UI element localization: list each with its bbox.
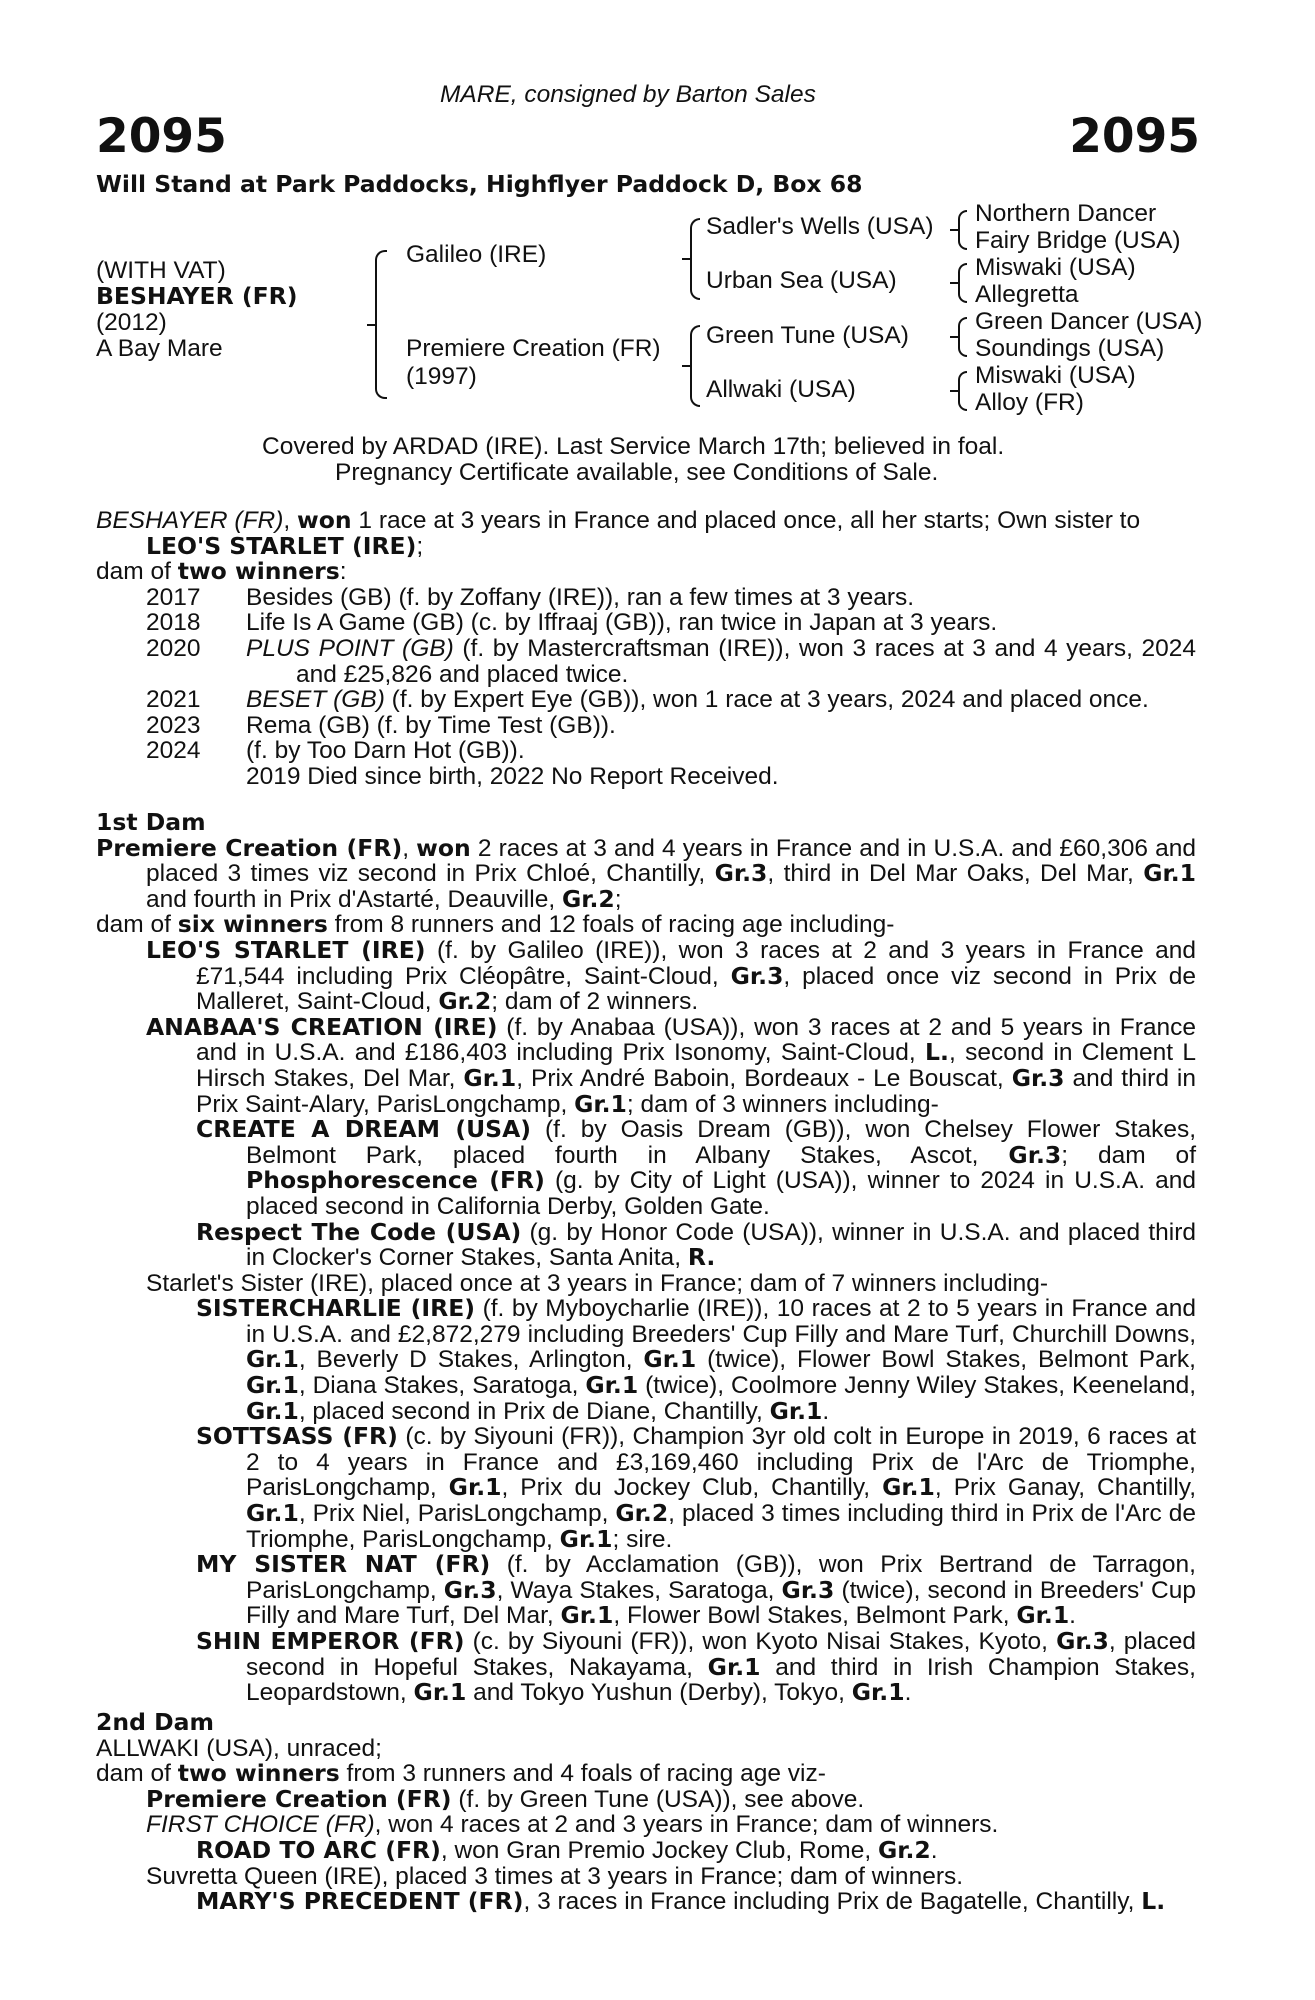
entry-text: and Tokyo Yushun (Derby), Tokyo, (466, 1679, 852, 1707)
produce-note: 2019 Died since birth, 2022 No Report Received. (246, 762, 779, 790)
dam-of-label: dam of (96, 911, 178, 939)
horse-name: FIRST CHOICE (FR) (146, 1811, 375, 1839)
sire-sire: Sadler's Wells (USA) (706, 213, 934, 240)
horse-name: Premiere Creation (FR) (146, 1784, 452, 1813)
my-sister-nat-entry (96, 1552, 1196, 1629)
entry-text: , Flower Bowl Stakes, Belmont Park, (613, 1602, 1017, 1630)
grade: Gr.1 (643, 1345, 697, 1374)
entry-text: (c. by Siyouni (FR)), won Kyoto Nisai Stakes, Kyoto, (464, 1628, 1057, 1655)
premiere-creation-ref (146, 1784, 1196, 1813)
produce-text (246, 687, 1196, 713)
ped-sdd: Allegretta (975, 281, 1079, 308)
entry-text: , Diana Stakes, Saratoga, (298, 1372, 586, 1400)
entry-text: ; dam of (1061, 1141, 1196, 1169)
entry-text: , placed second in Hopeful Stakes, Nakayama, (246, 1628, 1196, 1681)
produce-name: BESET (GB) (246, 686, 385, 714)
entry-text: (c. by Siyouni (FR)), Champion 3yr old colt in Europe in 2019, 6 races at 2 to 4 years in France and £3,169,460 including Prix de l'Arc de Triomphe, ParisLongchamp, (246, 1423, 1196, 1502)
horse-name: ANABAA'S CREATION (IRE) (146, 1012, 498, 1041)
grade: Gr.2 (438, 987, 492, 1016)
suvretta-queen-entry: Suvretta Queen (IRE), placed 3 times at 3 years in France; dam of winners. (146, 1862, 964, 1890)
grade: Gr.3 (730, 961, 784, 990)
intro-semi: ; (416, 532, 424, 560)
intro-winners: two winners (177, 557, 340, 586)
grade: Gr.1 (1016, 1601, 1070, 1630)
first-dam-section (96, 810, 1196, 1706)
grade: Gr.1 (463, 1063, 517, 1092)
grade: Gr.1 (413, 1678, 467, 1707)
intro-won: won (297, 506, 352, 534)
road-to-arc-entry (196, 1835, 1196, 1864)
produce-text: Rema (GB) (f. by Time Test (GB)). (246, 711, 616, 739)
produce-text: Besides (GB) (f. by Zoffany (IRE)), ran a few times at 3 years. (246, 583, 915, 611)
entry-text: ; dam of 3 winners including- (626, 1090, 939, 1118)
entry-text: . (822, 1397, 830, 1425)
produce-row (96, 738, 1196, 764)
leos-starlet-entry (96, 935, 1196, 1016)
produce-detail: (f. by Mastercraftsman (IRE)), won 3 races at 3 and 4 years, 2024 and £25,826 and placed twice. (296, 634, 1196, 688)
covering-line-1: Covered by ARDAD (IRE). Last Service March 17th; believed in foal. (262, 433, 1005, 460)
horse-name: Respect The Code (USA) (196, 1217, 522, 1246)
second-dam-line: ALLWAKI (USA), unraced; (96, 1734, 382, 1762)
intro-horse-name: BESHAYER (FR) (96, 507, 284, 534)
first-dam-name: Premiere Creation (FR) (96, 833, 403, 862)
horse-name: CREATE A DREAM (USA) (196, 1115, 532, 1144)
grade: Gr.1 (707, 1652, 761, 1681)
entry-text: (twice), Coolmore Jenny Wiley Stakes, Keeneland, (638, 1372, 1196, 1400)
produce-year: 2021 (146, 686, 201, 714)
second-dam-summary (96, 1761, 1196, 1787)
produce-row (96, 636, 1196, 687)
dam-name: Premiere Creation (FR) (406, 335, 661, 362)
shin-emperor-entry (96, 1629, 1196, 1706)
grade: Gr.1 (559, 1524, 613, 1553)
first-dam-record: Premiere Creation (FR), won 2 races at 3 and 4 years in France and in U.S.A. and £60,306 and placed 3 times viz second in Prix Chloé, Chantilly, Gr.3, third in Del Mar Oaks, Del Mar, Gr.1 and fourth in Prix d'Astarté, Deauville, Gr.2; (96, 833, 1196, 913)
grade: L. (925, 1038, 949, 1067)
respect-the-code-entry (96, 1217, 1196, 1272)
grade: Gr.1 (882, 1473, 935, 1502)
grade: Gr.1 (246, 1396, 299, 1425)
covering-line-2: Pregnancy Certificate available, see Conditions of Sale. (335, 459, 939, 486)
anabaas-creation-entry (96, 1012, 1197, 1118)
grade: Gr.1 (1143, 859, 1196, 888)
horse-year: (2012) (96, 309, 167, 336)
sire-name: Galileo (IRE) (406, 241, 547, 268)
dam-of-label: dam of (96, 1760, 178, 1788)
horse-name: Phosphorescence (FR) (246, 1166, 545, 1195)
lot-number-left: 2095 (96, 109, 227, 164)
ped-dds: Miswaki (USA) (975, 362, 1136, 389)
pedigree-brace-3b (958, 263, 967, 303)
grade: Gr.1 (246, 1345, 299, 1374)
first-dam-t1: 2 races at 3 and 4 years in France and in U.S.A. and £60,306 and placed 3 times viz second in Prix Chloé, Chantilly, (146, 834, 1196, 888)
grade: Gr.1 (448, 1473, 502, 1502)
intro-text: 1 race at 3 years in France and placed once, all her starts; Own sister to (351, 507, 1141, 534)
grade: Gr.2 (615, 1499, 669, 1528)
grade: Gr.1 (574, 1089, 627, 1118)
entry-text: , Waya Stakes, Saratoga, (496, 1576, 782, 1604)
lot-number-right: 2095 (1069, 109, 1200, 164)
grade: Gr.1 (769, 1396, 823, 1425)
produce-year: 2018 (146, 609, 201, 637)
produce-row (96, 713, 1196, 739)
produce-year: 2023 (146, 711, 201, 739)
entry-text: ; dam of 2 winners. (491, 988, 699, 1016)
produce-year: 2017 (146, 583, 201, 611)
horse-name: MY SISTER NAT (FR) (196, 1550, 491, 1579)
grade: Gr.1 (246, 1499, 299, 1528)
horse-name: SOTTSASS (FR) (196, 1422, 398, 1451)
second-dam-section (96, 1710, 1196, 1915)
vat-label: (WITH VAT) (96, 257, 226, 284)
grade: Gr.2 (561, 884, 615, 913)
horse-name: LEO'S STARLET (IRE) (146, 935, 426, 964)
grade: L. (1141, 1887, 1166, 1916)
sire-dam: Urban Sea (USA) (706, 267, 897, 294)
produce-row (96, 610, 1196, 636)
ped-sss: Northern Dancer (975, 200, 1157, 227)
produce-text: Life Is A Game (GB) (c. by Iffraaj (GB)), ran twice in Japan at 3 years. (246, 609, 998, 637)
entry-text: ; sire. (612, 1525, 673, 1553)
entry-text: (twice), second in Breeders' Cup Filly and Mare Turf, Del Mar, (246, 1576, 1196, 1630)
produce-year: 2020 (146, 634, 201, 662)
produce-name: PLUS POINT (GB) (246, 634, 454, 662)
produce-year: 2024 (146, 737, 201, 765)
horse-name: BESHAYER (FR) (96, 282, 298, 310)
entry-text: , placed second in Prix de Diane, Chantilly, (298, 1397, 770, 1425)
dam-of-tail: from 8 runners and 12 foals of racing age including- (327, 911, 895, 939)
entry-text: , placed 3 times including third in Prix de l'Arc de Triomphe, ParisLongchamp, (246, 1500, 1196, 1553)
second-dam-heading: 2nd Dam (96, 1708, 214, 1736)
entry-text: , won 4 races at 2 and 3 years in France; dam of winners. (374, 1811, 999, 1839)
ped-sds: Miswaki (USA) (975, 254, 1136, 281)
pedigree-brace-3c (958, 317, 967, 357)
grade: Gr.1 (851, 1678, 905, 1707)
grade: Gr.3 (1056, 1627, 1109, 1655)
entry-text: (f. by Myboycharlie (IRE)), 10 races at 2 to 5 years in France and in U.S.A. and £2,872,279 including Breeders' Cup Filly and Mare Turf, Churchill Downs, (246, 1295, 1196, 1348)
horse-name: ROAD TO ARC (FR) (196, 1835, 441, 1864)
first-dam-won: won (416, 833, 471, 862)
entry-text: , second in Clement L Hirsch Stakes, Del Mar, (196, 1039, 1196, 1092)
grade: Gr.3 (1011, 1063, 1065, 1092)
horse-name: MARY'S PRECEDENT (FR) (196, 1887, 524, 1916)
marys-precedent-entry (196, 1889, 1196, 1915)
entry-text: . (930, 1836, 938, 1864)
first-choice-entry (146, 1812, 1196, 1838)
create-a-dream-entry (96, 1117, 1196, 1219)
intro-dam-of: dam of (96, 558, 178, 586)
dam-of-tail: from 3 runners and 4 foals of racing age viz- (339, 1760, 826, 1788)
entry-text: , Prix Niel, ParisLongchamp, (298, 1500, 616, 1528)
first-dam-heading: 1st Dam (96, 808, 206, 836)
intro-colon: : (339, 558, 347, 586)
first-dam-t3: and fourth in Prix d'Astarté, Deauville, (146, 885, 562, 913)
entry-text: (twice), Flower Bowl Stakes, Belmont Park, (696, 1346, 1196, 1374)
entry-text: (f. by Acclamation (GB)), won Prix Bertrand de Tarragon, ParisLongchamp, (246, 1551, 1196, 1604)
ped-ddd: Alloy (FR) (975, 389, 1084, 416)
horse-name: SHIN EMPEROR (FR) (196, 1627, 465, 1655)
ped-dss: Green Dancer (USA) (975, 308, 1203, 335)
entry-text: (f. by Anabaa (USA)), won 3 races at 2 and 5 years in France and in U.S.A. and £186,403 including Prix Isonomy, Saint-Cloud, (196, 1013, 1197, 1067)
intro-sister: LEO'S STARLET (IRE) (146, 531, 417, 560)
first-dam-t4: ; (614, 885, 622, 913)
intro-section: BESHAYER (FR), won 1 race at 3 years in France and placed once, all her starts; Own sister to LEO'S STARLET (IRE); dam of two winners: 2017 Besides (GB) (f. by Zoffany (IRE)), ran a few times at 3 years. 2018 Life Is A Game (GB) (c. by Iffraaj (GB)), ran twice in Japan at 3 years. 2020 PLUS POINT (GB) (f. by Mastercraftsman (IRE)), won 3 races at 3 and 4 years, 2024 and £25,826 and placed twice. 2021 BESET (GB) (f. by Expert Eye (GB)), won 1 race at 3 years, 2024 and placed once. 2023 Rema (GB) (f. by Time Test (GB)). 2024 (f. by Too Darn Hot (GB)). 2019 Died since birth, 2022 No Report Received. (96, 506, 1196, 790)
grade: Gr.1 (246, 1371, 299, 1400)
produce-detail: (f. by Expert Eye (GB)), won 1 race at 3 years, 2024 and placed once. (384, 686, 1149, 714)
entry-text: , Prix André Baboin, Bordeaux - Le Bouscat, (516, 1064, 1012, 1092)
entry-text: , Prix du Jockey Club, Chantilly, (501, 1474, 883, 1502)
grade: Gr.2 (877, 1835, 931, 1864)
first-dam-produce-summary (96, 912, 1196, 938)
pedigree-brace-1 (375, 250, 387, 399)
first-dam-t2: , third in Del Mar Oaks, Del Mar, (767, 860, 1144, 888)
produce-text (246, 636, 1196, 687)
entry-text: . (1069, 1602, 1076, 1630)
starlets-sister-entry: Starlet's Sister (IRE), placed once at 3 years in France; dam of 7 winners including- (146, 1269, 1049, 1297)
pedigree-brace-2b (690, 325, 700, 407)
entry-text: (f. by Oasis Dream (GB)), won Chelsey Flower Stakes, Belmont Park, placed fourth in Albany Stakes, Ascot, (246, 1116, 1197, 1169)
grade: Gr.1 (560, 1601, 614, 1630)
dam-year: (1997) (406, 363, 477, 390)
entry-text: (g. by Honor Code (USA)), winner in U.S.A. and placed third in Clocker's Corner Stakes, Santa Anita, (246, 1218, 1196, 1272)
winners-count: six winners (177, 910, 328, 939)
entry-text: (f. by Green Tune (USA)), see above. (451, 1785, 865, 1813)
grade: Gr.3 (781, 1575, 835, 1604)
entry-text: . (904, 1679, 912, 1707)
grade: R. (687, 1243, 716, 1272)
pedigree-brace-2a (690, 218, 700, 300)
horse-description: A Bay Mare (96, 335, 223, 362)
entry-text: and third in Irish Champion Stakes, Leopardstown, (246, 1653, 1196, 1707)
pedigree-brace-3d (958, 371, 967, 411)
stand-location: Will Stand at Park Paddocks, Highflyer Paddock D, Box 68 (96, 170, 863, 198)
horse-name: SISTERCHARLIE (IRE) (196, 1294, 476, 1323)
entry-text: , won Gran Premio Jockey Club, Rome, (440, 1836, 878, 1864)
ped-dsd: Soundings (USA) (975, 335, 1165, 362)
grade: Gr.1 (585, 1371, 639, 1400)
entry-text: (g. by City of Light (USA)), winner to 2024 in U.S.A. and placed second in California Derby, Golden Gate. (246, 1167, 1196, 1220)
produce-row (96, 585, 1196, 611)
entry-text: and third in Prix Saint-Alary, ParisLongchamp, (196, 1064, 1197, 1118)
dam-sire: Green Tune (USA) (706, 322, 909, 349)
consignment-line: MARE, consigned by Barton Sales (440, 81, 816, 108)
sottsass-entry (96, 1424, 1196, 1552)
pedigree-brace-3a (958, 210, 967, 250)
entry-text: , Beverly D Stakes, Arlington, (298, 1346, 644, 1374)
produce-text: (f. by Too Darn Hot (GB)). (246, 737, 525, 765)
sistercharlie-entry (96, 1296, 1196, 1424)
grade: Gr.3 (1008, 1140, 1062, 1169)
entry-text: , Prix Ganay, Chantilly, (934, 1474, 1197, 1502)
produce-row (96, 687, 1196, 713)
entry-text: (f. by Galileo (IRE)), won 3 races at 2 and 3 years in France and £71,544 including Prix Cléopâtre, Saint-Cloud, (196, 936, 1196, 990)
ped-ssd: Fairy Bridge (USA) (975, 227, 1181, 254)
entry-text: , placed once viz second in Prix de Malleret, Saint-Cloud, (196, 962, 1196, 1016)
winners-count: two winners (177, 1759, 340, 1788)
grade: Gr.3 (714, 859, 768, 888)
entry-text: , 3 races in France including Prix de Bagatelle, Chantilly, (523, 1888, 1142, 1916)
grade: Gr.3 (443, 1575, 497, 1604)
dam-dam: Allwaki (USA) (706, 376, 856, 403)
